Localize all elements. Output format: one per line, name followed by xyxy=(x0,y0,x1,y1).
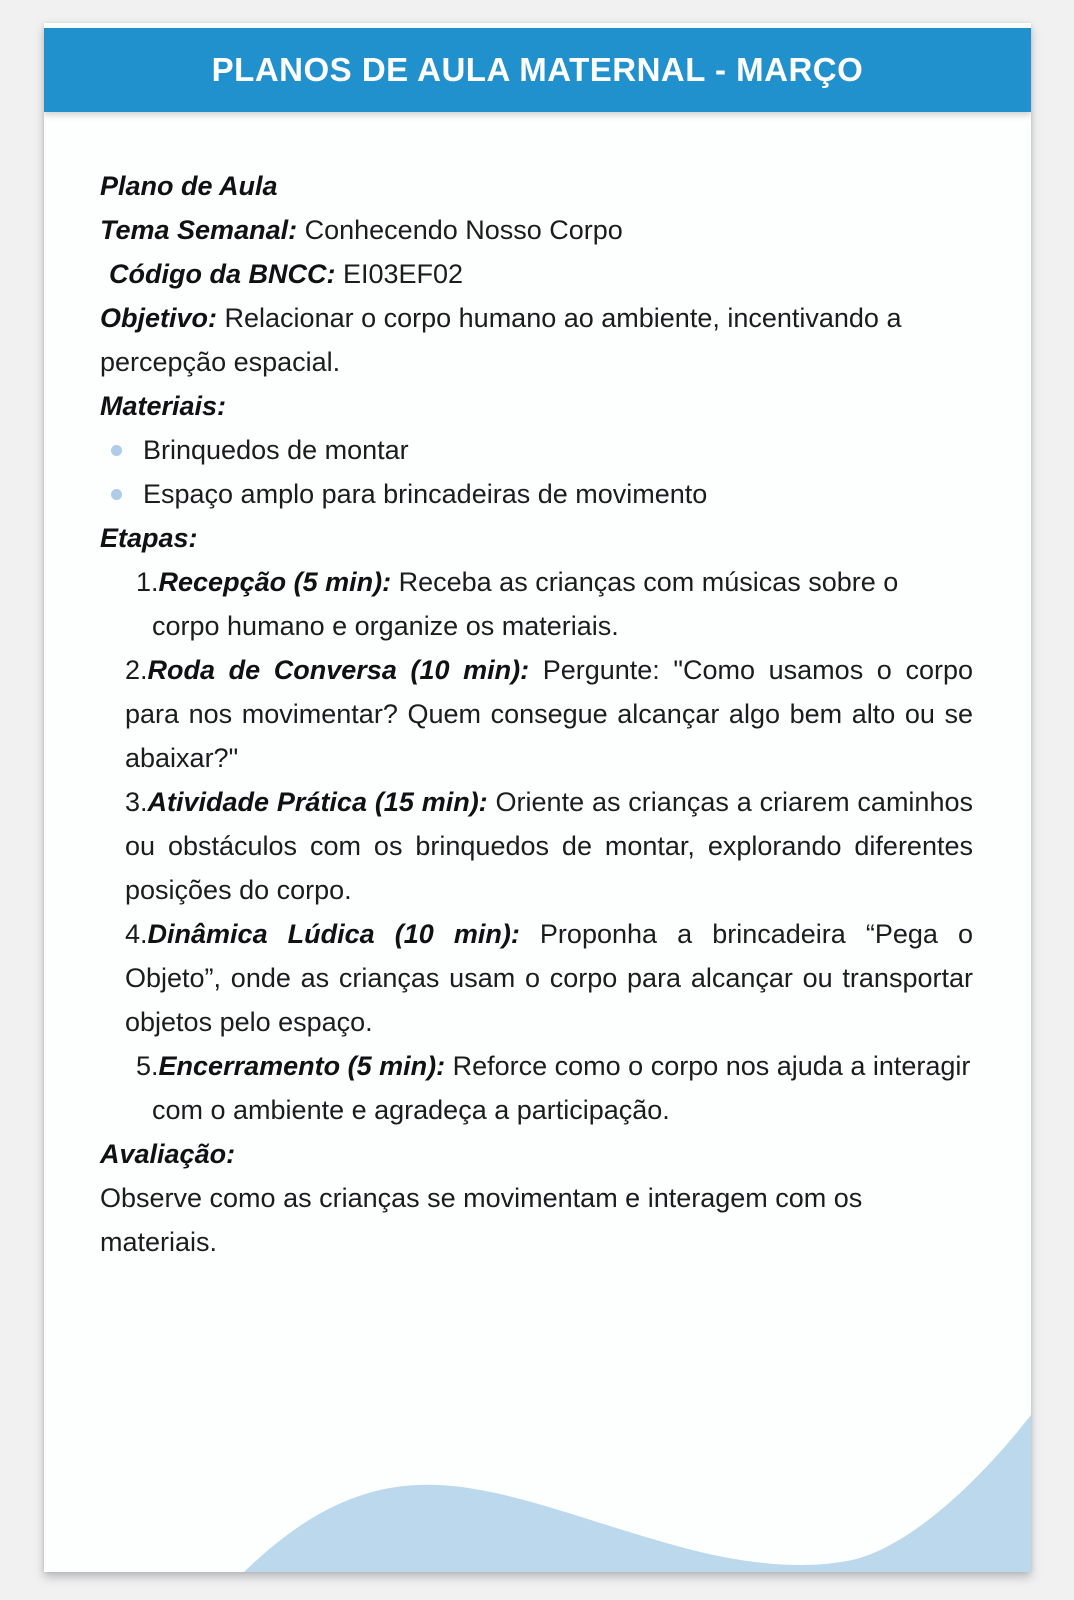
step-label: Roda de Conversa (10 min): xyxy=(147,655,530,685)
field-value: Relacionar o corpo humano ao ambiente, incentivando a percepção espacial. xyxy=(100,303,902,377)
materials-heading: Materiais: xyxy=(100,391,227,421)
step-number: 2. xyxy=(125,655,148,685)
steps-heading: Etapas: xyxy=(100,523,198,553)
step-text: Proponha a brincadeira “Pega o Objeto”, onde as crianças usam o corpo para alcançar ou transportar objetos pelo espaço. xyxy=(125,919,973,1037)
field-label: Código da BNCC: xyxy=(109,259,336,289)
list-item: Espaço amplo para brincadeiras de movimento xyxy=(143,472,973,516)
evaluation-heading: Avaliação: xyxy=(100,1139,236,1169)
field-label: Objetivo: xyxy=(100,303,218,333)
step-label: Dinâmica Lúdica (10 min): xyxy=(147,919,520,949)
field-value: Conhecendo Nosso Corpo xyxy=(304,215,623,245)
field-label: Tema Semanal: xyxy=(100,215,298,245)
step-number: 4. xyxy=(125,919,148,949)
step-item-1 xyxy=(136,560,973,648)
step-text: Receba as crianças com músicas sobre o corpo humano e organize os materiais. xyxy=(152,567,899,641)
field-objetivo xyxy=(100,296,973,384)
wave-shape-icon xyxy=(44,1407,1031,1572)
decorative-wave xyxy=(44,1407,1031,1572)
list-item: Brinquedos de montar xyxy=(143,428,973,472)
step-label: Recepção (5 min): xyxy=(158,567,392,597)
step-label: Atividade Prática (15 min): xyxy=(147,787,488,817)
field-value: EI03EF02 xyxy=(342,259,464,289)
page-title: PLANOS DE AULA MATERNAL - MARÇO xyxy=(211,51,864,88)
step-item-4 xyxy=(125,912,973,1044)
document-card xyxy=(44,23,1031,1572)
evaluation-text: Observe como as crianças se movimentam e interagem com os materiais. xyxy=(100,1183,863,1257)
step-item-2 xyxy=(125,648,973,780)
step-text: Pergunte: "Como usamos o corpo para nos movimentar? Quem consegue alcançar algo bem alto ou se abaixar?" xyxy=(125,655,973,773)
step-item-3 xyxy=(125,780,973,912)
step-number: 3. xyxy=(125,787,148,817)
step-item-5 xyxy=(136,1044,973,1132)
materials-list xyxy=(100,428,973,516)
document-body xyxy=(44,112,1031,1264)
step-text: Oriente as crianças a criarem caminhos ou obstáculos com os brinquedos de montar, explorando diferentes posições do corpo. xyxy=(125,787,973,905)
step-label: Encerramento (5 min): xyxy=(158,1051,446,1081)
document-header-bar xyxy=(44,28,1031,112)
step-number: 5. xyxy=(136,1051,159,1081)
plan-title: Plano de Aula xyxy=(100,171,278,201)
field-tema-semanal xyxy=(100,208,973,252)
step-number: 1. xyxy=(136,567,159,597)
step-text: Reforce como o corpo nos ajuda a interagir com o ambiente e agradeça a participação. xyxy=(152,1051,971,1125)
field-codigo-bncc xyxy=(100,252,973,296)
